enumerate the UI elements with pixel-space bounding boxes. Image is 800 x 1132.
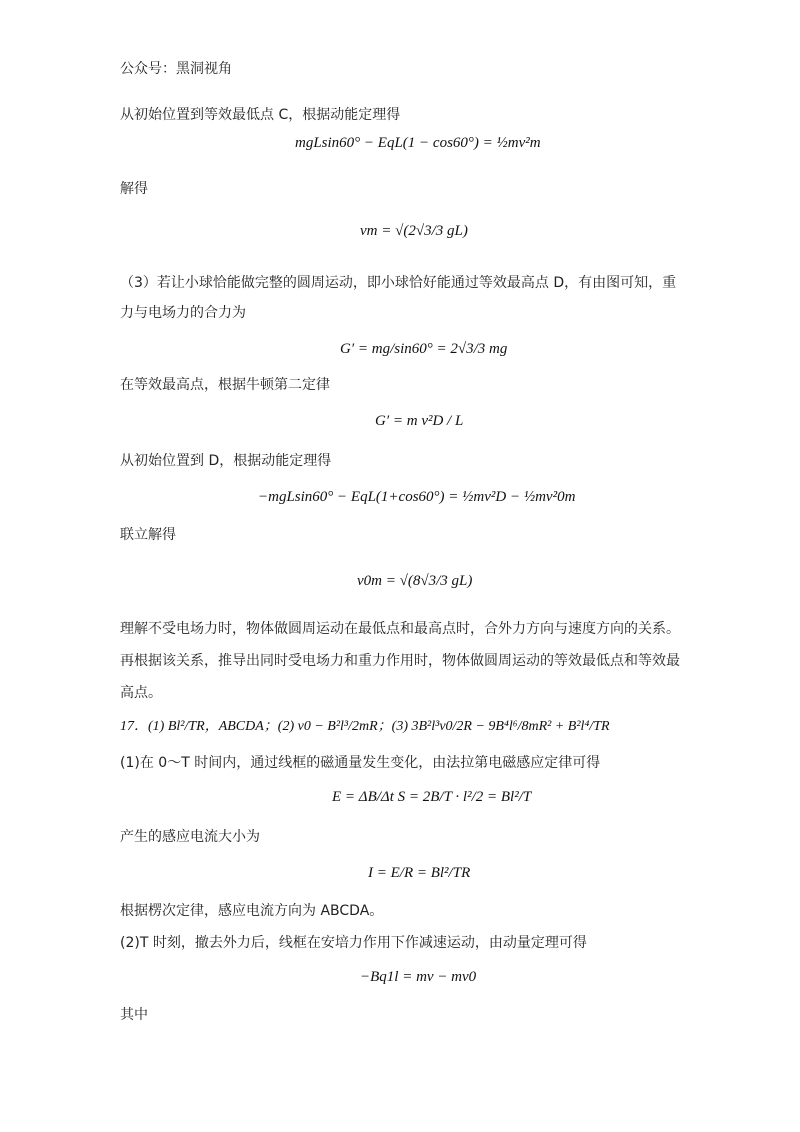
text-line-8: 理解不受电场力时，物体做圆周运动在最低点和最高点时，合外力方向与速度方向的关系。 — [120, 621, 680, 637]
equation-energy-to-d: −mgLsin60° − EqL(1+cos60°) = ½mv²D − ½mv²0m — [258, 489, 576, 505]
equation-v0m: v0m = √(8√3/3 gL) — [357, 573, 473, 589]
text-line-11: (1)在 0～T 时间内，通过线框的磁通量发生变化，由法拉第电磁感应定律可得 — [120, 755, 601, 771]
text-line-3: （3）若让小球恰能做完整的圆周运动，即小球恰好能通过等效最高点 D，有由图可知，重 — [120, 275, 677, 291]
text-line-1: 从初始位置到等效最低点 C，根据动能定理得 — [120, 107, 401, 123]
header-source: 公众号：黑洞视角 — [120, 61, 232, 77]
text-line-15: 其中 — [120, 1007, 148, 1023]
text-line-4: 力与电场力的合力为 — [120, 305, 246, 321]
text-line-14: (2)T 时刻，撤去外力后，线框在安培力作用下作减速运动，由动量定理可得 — [120, 935, 587, 951]
equation-newton-second-law: G′ = m v²D / L — [375, 413, 464, 429]
text-line-5: 在等效最高点，根据牛顿第二定律 — [120, 377, 330, 393]
text-line-6: 从初始位置到 D，根据动能定理得 — [120, 453, 332, 469]
text-line-13: 根据楞次定律，感应电流方向为 ABCDA。 — [120, 903, 384, 919]
equation-momentum: −Bq1l = mv − mv0 — [360, 969, 477, 985]
text-line-2: 解得 — [120, 181, 148, 197]
equation-energy-to-c: mgLsin60° − EqL(1 − cos60°) = ½mv²m — [295, 135, 541, 151]
equation-vm: vm = √(2√3/3 gL) — [360, 223, 468, 239]
equation-g-prime: G′ = mg/sin60° = 2√3/3 mg — [340, 341, 508, 357]
equation-faraday: E = ΔB/Δt S = 2B/T · l²/2 = Bl²/T — [332, 789, 532, 805]
text-line-12: 产生的感应电流大小为 — [120, 829, 260, 845]
answer-17-summary: 17．(1) Bl²/TR，ABCDA；(2) v0 − B²l³/2mR；(3) 3B²l³v0/2R − 9B⁴l⁶/8mR² + B²l⁴/TR — [120, 719, 610, 734]
text-line-9: 再根据该关系，推导出同时受电场力和重力作用时，物体做圆周运动的等效最低点和等效最 — [120, 653, 680, 669]
equation-current: I = E/R = Bl²/TR — [368, 865, 471, 881]
text-line-10: 高点。 — [120, 685, 162, 701]
text-line-7: 联立解得 — [120, 527, 176, 543]
